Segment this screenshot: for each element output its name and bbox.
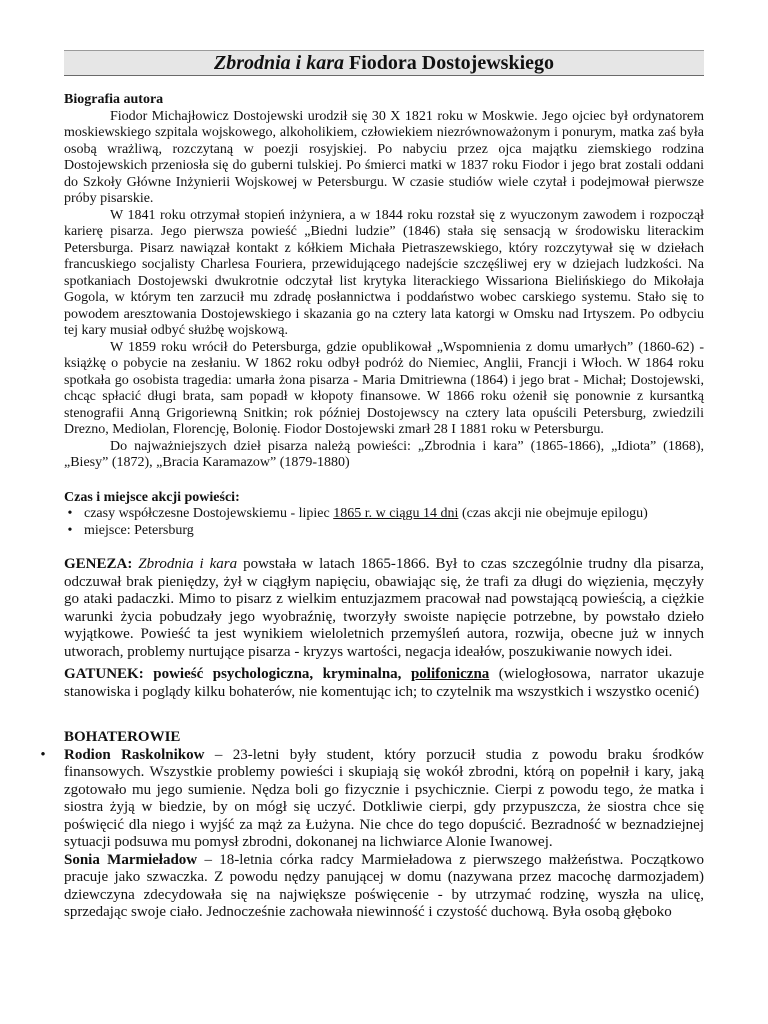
czas-item-2: miejsce: Petersburg <box>84 522 194 538</box>
bullet-icon: • <box>67 522 73 538</box>
biografia-heading: Biografia autora <box>64 92 164 107</box>
raskolnikow-description: Rodion Raskolnikow – 23-letni były student, który porzucił studia z powodu braku środków finansowych. Wszystkie problemy powieści i skupiają się wokół zbrodni, którą on popełnił i kary, jaką zgotowało mu jego sumienie. Nędza boli go fizycznie i psychicznie. Cierpi z powodu tego, że matka i siostra żyją w biedzie, by on mógł się uczyć. Dotkliwie cierpi, gdy przypuszcza, że siostra chce się poświęcić dla niego i wyjść za mąż za Łużyna. Nie chce do tego dopuścić. Bezradność w beznadziejnej sytuacji podsuwa mu pomysł zbrodni, dokonanej na lichwiarce Alonie Iwanowej. <box>64 746 704 850</box>
title-italic: Zbrodnia i kara <box>213 52 345 74</box>
biografia-paragraph-4: Do najważniejszych dzieł pisarza należą powieści: „Zbrodnia i kara” (1865-1866), „Idiota” (1868), „Biesy” (1872), „Bracia Karamazow” (1879-1880) <box>64 438 704 470</box>
list-item <box>64 523 704 540</box>
biografia-paragraph-2: W 1841 roku otrzymał stopień inżyniera, a w 1844 roku rozstał się z wyuczonym zawodem i rozpoczął karierę pisarza. Jego pierwsza powieść „Biedni ludzie” (1846) stała się sensacją w środowisku literackim Petersburga. Pisarz nawiązał kontakt z kółkiem Michała Pietraszewskiego, który rozczytywał się w dziełach francuskiego socjalisty Charlesa Fouriera, przewidującego nadejście szczęśliwej ery w dziejach ludzkości. Na spotkaniach Dostojewski dwukrotnie odczytał list krytyka literackiego Wissariona Bielińskiego do Mikołaja Gogola, w którym ten zarzucił mu zdradę posłannictwa i poddaństwo wobec carskiego systemu. Stało się to powodem aresztowania Dostojewskiego i skazania go na cztery lata katorgi w Omsku nad Irtyszem. Po odbyciu tej kary musiał odbyć służbę wojskową. <box>64 207 704 338</box>
sonia-description: Sonia Marmieładow – 18-letnia córka radcy Marmieładowa z pierwszego małżeństwa. Początkowo pracuje jako szwaczka. Z powodu nędzy panującej w domu (nazywana przez macochę darmozjadem) dziewczyna zdecydowała się na największe poświęcenie - by utrzymać rodzinę, wyszła na ulicę, sprzedając swoje ciało. Jednocześnie zachowała niewinność i czystość duchową. Była osobą głęboko <box>64 851 704 920</box>
gatunek-paragraph: GATUNEK: powieść psychologiczna, kryminalna, polifoniczna (wielogłosowa, narrator ukazuje stanowiska i poglądy kilku bohaterów, nie komentując ich; to czytelnik ma wszystkich i wszystko ocenić) <box>64 666 704 700</box>
geneza-paragraph: GENEZA: Zbrodnia i kara powstała w latach 1865-1866. Był to czas szczególnie trudny dla pisarza, odczuwał brak pieniędzy, żył w ciągłym napięciu, obawiając się, że trafi za długi do więzienia, męczyły go ataki padaczki. Mimo to pisarz z wielkim entuzjazmem pracował nad powstającą powieścią, a ciężkie warunki życia pobudzały jego wyobraźnię, tworzyły swoiste napięcie potrzebne, by powstało dzieło wyjątkowe. Powieść ta jest wynikiem wieloletnich przemyśleń autora, rozwija, obecne już w innych utworach, problemy nurtujące pisarza - kryzys wartości, negacja ideałów, poszukiwanie nowych idei. <box>64 556 705 660</box>
list-item <box>64 506 704 523</box>
title-rest: Fiodora Dostojewskiego <box>349 52 554 74</box>
bullet-icon: • <box>40 746 46 763</box>
document-title <box>64 50 704 76</box>
bullet-icon: • <box>67 506 73 521</box>
biografia-paragraph-3: W 1859 roku wrócił do Petersburga, gdzie opublikował „Wspomnienia z domu umarłych” (1860-62) - książkę o pobycie na zesłaniu. W 1862 roku odbył podróż do Niemiec, Anglii, Francji i Włoch. W 1864 roku spotkała go osobista tragedia: umarła żona pisarza - Maria Dmitriewna (1864) i jego brat - Michał; Dostojewski, chcąc spłacić długi brata, sam popadł w kłopoty finansowe. W 1866 roku ożenił się ponownie z kursantką stenografii Anną Grigoriewną Snitkin; rok później Dostojewscy na cztery lata opuścili Petersburg, zwiedzili Drezno, Mediolan, Florencję, Bolonię. Fiodor Dostojewski zmarł 28 I 1881 roku w Petersburgu. <box>64 339 704 437</box>
list-item <box>40 746 704 852</box>
czas-item-1: czasy współczesne Dostojewskiemu - lipiec 1865 r. w ciągu 14 dni (czas akcji nie obejmuje epilogu) <box>84 506 648 521</box>
bohaterowie-heading: BOHATEROWIE <box>64 729 181 745</box>
document-body <box>40 92 705 922</box>
czas-heading: Czas i miejsce akcji powieści: <box>64 489 240 505</box>
biografia-paragraph-1: Fiodor Michajłowicz Dostojewski urodził się 30 X 1821 roku w Moskwie. Jego ojciec był ordynatorem moskiewskiego szpitala wojskowego, alkoholikiem, człowiekiem niezrównoważonym i ponurym, matka zaś była osobą wrażliwą, rozczytaną w poezji rosyjskiej. Po nabyciu przez ojca majątku ziemskiego rodzina Dostojewskich przeniosła się do guberni tulskiej. Po śmierci matki w 1837 roku Fiodor i jego brat zostali oddani do Szkoły Główne Inżynierii Wojskowej w Petersburgu. W czasie studiów wiele czytał i podejmował pierwsze próby pisarskie. <box>64 108 704 206</box>
